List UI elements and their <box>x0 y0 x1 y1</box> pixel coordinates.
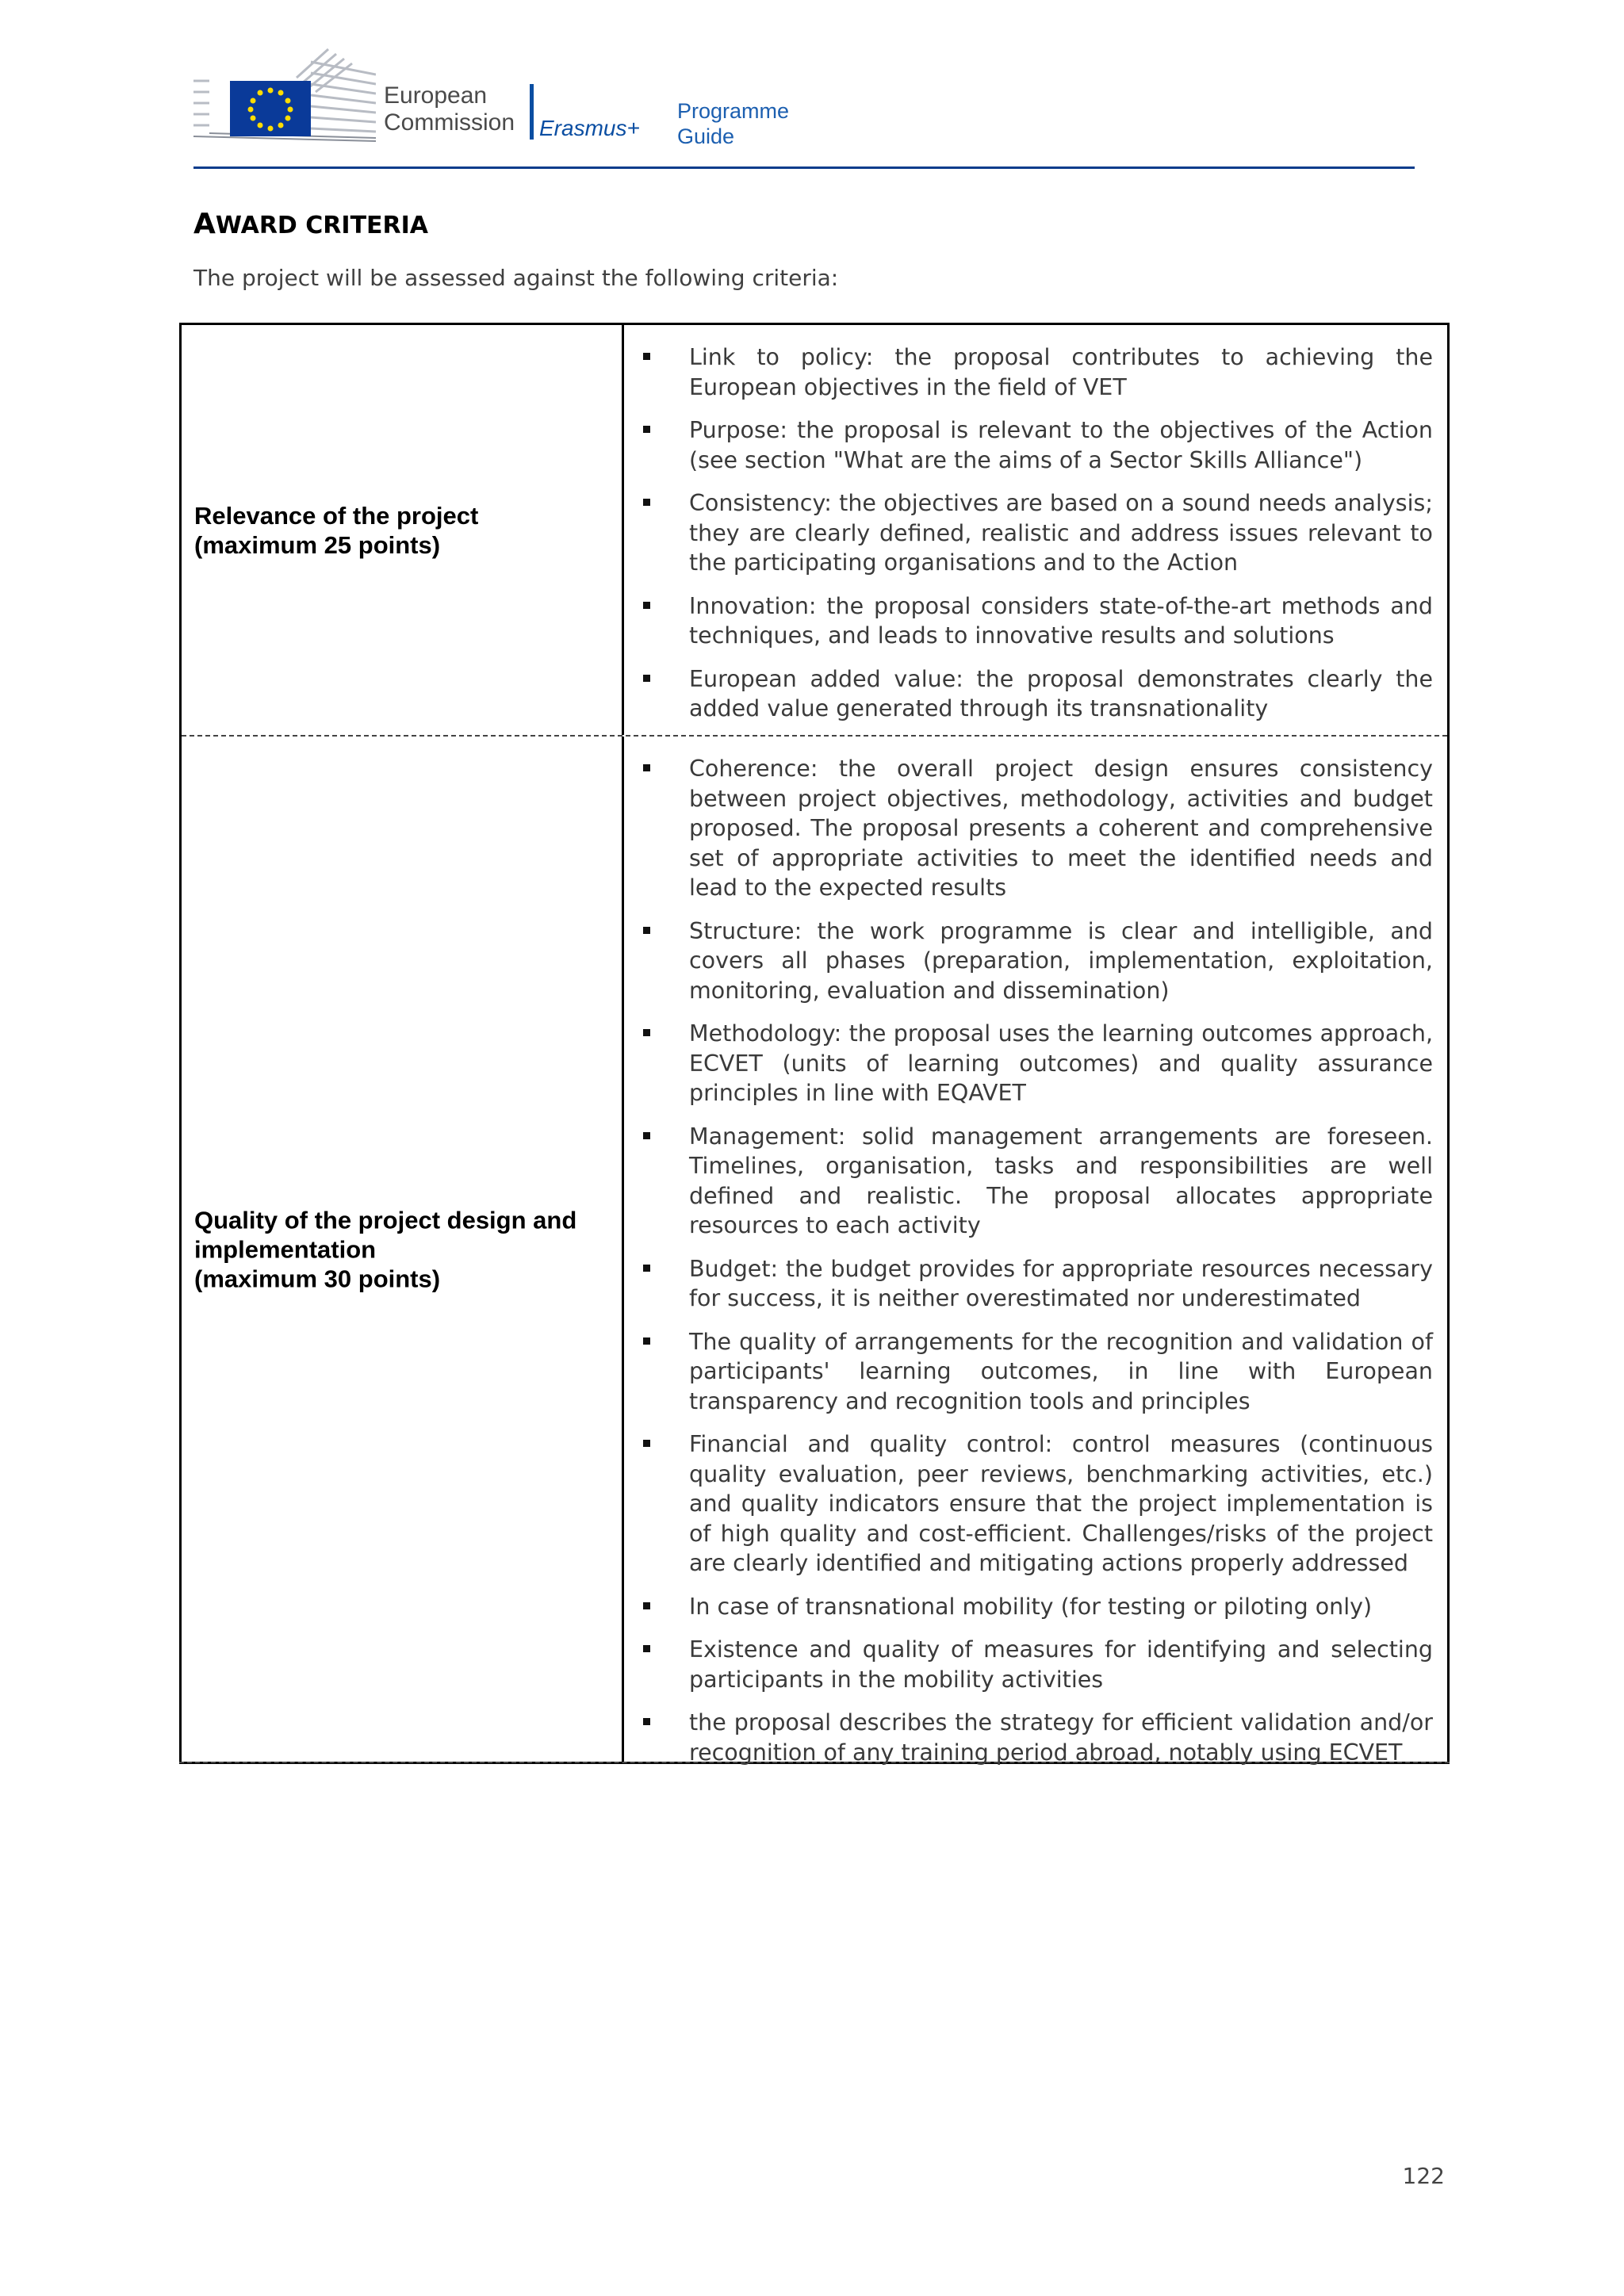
list-item-text: Methodology: the proposal uses the learning outcomes approach, ECVET (units of learning outcomes) and quality assurance principles in line with EQAVET <box>689 1020 1433 1106</box>
list-item-text: Purpose: the proposal is relevant to the objectives of the Action (see section "What are the aims of a Sector Skills Alliance") <box>689 417 1433 473</box>
criterion-points-line: (maximum 25 points) <box>194 530 441 559</box>
list-item-text: The quality of arrangements for the recognition and validation of participants' learning outcomes, in line with European transparency and recognition tools and principles <box>689 1328 1433 1414</box>
criterion-items-cell <box>624 737 1447 1766</box>
criterion-name-cell <box>182 737 624 1762</box>
guide-line-1: Programme <box>677 99 790 123</box>
list-item <box>624 488 1433 578</box>
square-bullet-icon <box>643 927 650 934</box>
programme-guide-label <box>677 98 789 149</box>
list-item <box>624 1122 1433 1241</box>
organisation-line-1: European <box>384 82 488 109</box>
square-bullet-icon <box>643 1602 650 1609</box>
erasmus-plus-logo: Erasmus+ <box>539 116 640 140</box>
page-number: 122 <box>1402 2163 1445 2189</box>
criterion-name <box>194 1205 611 1293</box>
intro-text: The project will be assessed against the following criteria: <box>193 265 839 291</box>
section-title <box>193 208 428 240</box>
page-header <box>193 46 1415 173</box>
square-bullet-icon <box>643 675 650 682</box>
list-item-text: Innovation: the proposal considers state-of-the-art methods and techniques, and leads to innovative results and solutions <box>689 592 1433 649</box>
criterion-name-line: Relevance of the project <box>194 501 479 530</box>
list-item <box>624 1708 1433 1767</box>
square-bullet-icon <box>643 1645 650 1652</box>
list-item-text: Coherence: the overall project design ensures consistency between project objectives, methodology, activities and budget proposed. The proposal presents a coherent and comprehensive set of appropriate activities to meet the identified needs and lead to the expected results <box>689 756 1433 901</box>
square-bullet-icon <box>643 1132 650 1139</box>
square-bullet-icon <box>643 353 650 360</box>
square-bullet-icon <box>643 764 650 771</box>
list-item-text: European added value: the proposal demonstrates clearly the added value generated through its transnationality <box>689 665 1433 721</box>
list-item-text: Link to policy: the proposal contributes to achieving the European objectives in the field of VET <box>689 344 1433 400</box>
list-item <box>624 1019 1433 1108</box>
list-item <box>624 1429 1433 1578</box>
table-bottom-rule <box>179 1762 1450 1763</box>
list-item <box>624 415 1433 475</box>
list-item <box>624 916 1433 1006</box>
criterion-items-cell <box>624 325 1447 735</box>
list-item-text: Consistency: the objectives are based on a sound needs analysis; they are clearly defined, realistic and address issues relevant to the participating organisations and to the Action <box>689 490 1433 576</box>
award-criteria-table <box>179 323 1450 1764</box>
section-title-rest: WARD CRITERIA <box>215 212 428 239</box>
list-item-text: Management: solid management arrangements are foreseen. Timelines, organisation, tasks and responsibilities are well defined and realistic. The proposal allocates appropriate resources to each activity <box>689 1123 1433 1238</box>
section-title-initial: A <box>193 208 216 240</box>
list-item <box>624 664 1433 724</box>
square-bullet-icon <box>643 1440 650 1447</box>
list-item <box>624 1327 1433 1417</box>
list-item-text: Budget: the budget provides for appropriate resources necessary for success, it is neither overestimated nor underestimated <box>689 1255 1433 1311</box>
square-bullet-icon <box>643 1718 650 1725</box>
square-bullet-icon <box>643 499 650 506</box>
organisation-name <box>384 82 515 136</box>
square-bullet-icon <box>643 1029 650 1036</box>
table-row <box>182 325 1447 737</box>
criterion-name-line: implementation <box>194 1235 377 1263</box>
list-item-text: In case of transnational mobility (for testing or piloting only) <box>689 1593 1373 1620</box>
list-item <box>624 1635 1433 1694</box>
list-item-text: Existence and quality of measures for identifying and selecting participants in the mobility activities <box>689 1636 1433 1693</box>
square-bullet-icon <box>643 426 650 433</box>
list-item <box>624 1592 1433 1622</box>
criterion-points-line: (maximum 30 points) <box>194 1265 441 1292</box>
list-item-text: the proposal describes the strategy for efficient validation and/or recognition of any training period abroad, notably using ECVET <box>689 1709 1433 1766</box>
square-bullet-icon <box>643 1337 650 1345</box>
european-commission-logo-icon <box>193 46 376 143</box>
list-item <box>624 1254 1433 1314</box>
square-bullet-icon <box>643 1265 650 1272</box>
criterion-name <box>194 501 611 560</box>
criterion-name-line: Quality of the project design and <box>194 1206 577 1234</box>
list-item <box>624 754 1433 903</box>
criterion-name-cell <box>182 325 624 735</box>
organisation-line-2: Commission <box>384 109 515 136</box>
list-item-text: Structure: the work programme is clear and intelligible, and covers all phases (preparation, implementation, exploitation, monitoring, evaluation and dissemination) <box>689 917 1433 1004</box>
logo-divider <box>530 84 534 140</box>
list-item-text: Financial and quality control: control measures (continuous quality evaluation, peer reviews, benchmarking activities, etc.) and quality indicators ensure that the project implementation is of high quality and cost-efficient. Challenges/risks of the project are clearly identified and mitigating actions properly addressed <box>689 1431 1433 1576</box>
square-bullet-icon <box>643 602 650 609</box>
list-item <box>624 591 1433 651</box>
criteria-list <box>624 754 1433 1781</box>
list-item <box>624 342 1433 402</box>
criteria-list <box>624 342 1433 737</box>
header-rule <box>193 166 1415 169</box>
guide-line-2: Guide <box>677 124 735 148</box>
table-row <box>182 737 1447 1766</box>
